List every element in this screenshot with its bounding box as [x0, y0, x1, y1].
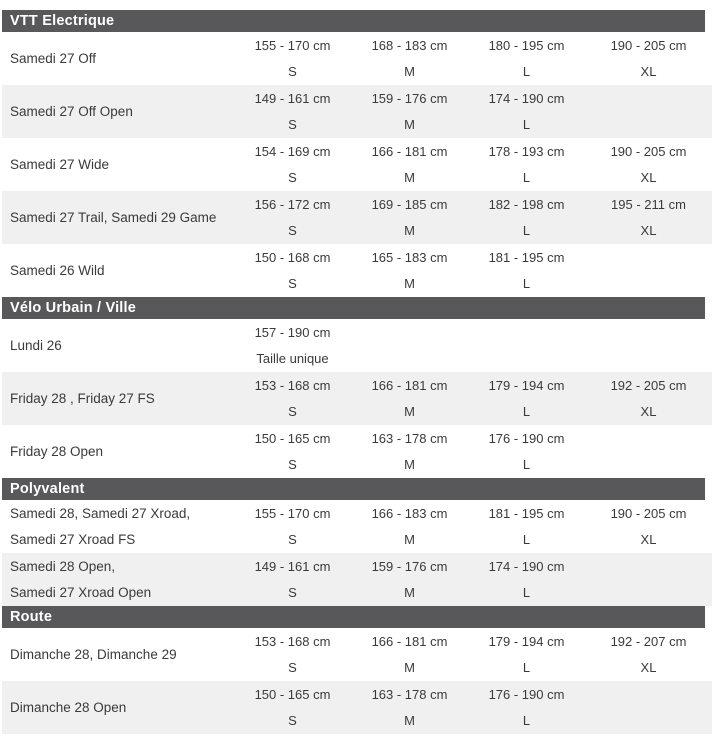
size-cell [351, 85, 468, 138]
size-label: L [522, 276, 531, 292]
size-cell [468, 191, 585, 244]
table-row [2, 85, 712, 138]
size-label: S [288, 117, 297, 133]
height-range: 190 - 205 cm [610, 143, 687, 159]
empty-cell-line [351, 319, 468, 346]
size-cell [468, 500, 585, 553]
height-range: 169 - 185 cm [371, 196, 448, 212]
size-cell [468, 372, 585, 425]
height-range: 150 - 165 cm [254, 686, 331, 702]
size-chart-section [2, 478, 716, 606]
section-rows [2, 500, 712, 606]
size-label: M [404, 457, 415, 473]
model-name: Lundi 26 [10, 337, 62, 353]
size-cell [585, 32, 712, 85]
size-label: S [288, 64, 297, 80]
size-label: S [288, 713, 297, 729]
height-range: 155 - 170 cm [254, 37, 331, 53]
size-label: M [404, 223, 415, 239]
size-label: L [522, 532, 531, 548]
size-cell [351, 372, 468, 425]
empty-cell-line [351, 346, 468, 373]
size-cell [351, 244, 468, 297]
height-range: 181 - 195 cm [488, 249, 565, 265]
height-range: 166 - 181 cm [371, 377, 448, 393]
height-range: 179 - 194 cm [488, 377, 565, 393]
size-cell [351, 628, 468, 681]
size-cell [585, 372, 712, 425]
model-name: Dimanche 28, Dimanche 29 [10, 646, 177, 662]
table-row [2, 681, 712, 734]
size-cell [234, 500, 351, 553]
size-cell [468, 244, 585, 297]
section-header [2, 297, 705, 319]
size-cell [351, 425, 468, 478]
table-row [2, 191, 712, 244]
empty-cell-line [468, 346, 585, 373]
section-title: VTT Electrique [10, 13, 115, 29]
model-name: Samedi 28, Samedi 27 Xroad, [10, 505, 191, 521]
model-name: Samedi 27 Off Open [10, 103, 133, 119]
height-range: 157 - 190 cm [254, 324, 331, 340]
size-label: S [288, 585, 297, 601]
size-cell [585, 553, 712, 606]
size-label: XL [640, 64, 657, 80]
size-cell [468, 138, 585, 191]
model-name-cell [2, 244, 234, 297]
empty-cell-line [468, 319, 585, 346]
height-range: 182 - 198 cm [488, 196, 565, 212]
height-range: 192 - 205 cm [610, 377, 687, 393]
height-range: 154 - 169 cm [254, 143, 331, 159]
model-name-cell [2, 500, 234, 553]
size-label: S [288, 223, 297, 239]
empty-cell-line [585, 425, 712, 452]
height-range: 153 - 168 cm [254, 377, 331, 393]
height-range: 181 - 195 cm [488, 505, 565, 521]
height-range: 176 - 190 cm [488, 430, 565, 446]
size-label: S [288, 404, 297, 420]
size-label: S [288, 660, 297, 676]
empty-cell-line [585, 319, 712, 346]
size-cell [585, 85, 712, 138]
size-cell [234, 244, 351, 297]
size-label: S [288, 532, 297, 548]
size-cell [234, 191, 351, 244]
size-label: M [404, 532, 415, 548]
section-title: Vélo Urbain / Ville [10, 300, 137, 316]
section-header [2, 606, 705, 628]
size-cell [351, 681, 468, 734]
size-label: L [522, 585, 531, 601]
model-name-cell [2, 138, 234, 191]
size-label: XL [640, 170, 657, 186]
table-row [2, 425, 712, 478]
section-title: Route [10, 609, 53, 625]
size-cell [351, 32, 468, 85]
model-name-cell [2, 553, 234, 606]
size-cell [351, 191, 468, 244]
height-range: 174 - 190 cm [488, 558, 565, 574]
model-name: Samedi 26 Wild [10, 262, 105, 278]
empty-cell-line [585, 708, 712, 735]
size-label: M [404, 660, 415, 676]
height-range: 176 - 190 cm [488, 686, 565, 702]
empty-cell-line [585, 346, 712, 373]
height-range: 163 - 178 cm [371, 430, 448, 446]
size-cell [234, 138, 351, 191]
table-row [2, 32, 712, 85]
size-label: L [522, 64, 531, 80]
empty-cell-line [585, 553, 712, 580]
section-header [2, 10, 705, 32]
size-cell [585, 138, 712, 191]
empty-cell-line [585, 244, 712, 271]
table-row [2, 553, 712, 606]
model-name-cell [2, 319, 234, 372]
size-cell [585, 681, 712, 734]
height-range: 192 - 207 cm [610, 633, 687, 649]
size-cell [351, 500, 468, 553]
size-cell [468, 553, 585, 606]
height-range: 149 - 161 cm [254, 90, 331, 106]
height-range: 150 - 168 cm [254, 249, 331, 265]
size-cell [468, 628, 585, 681]
size-label: M [404, 117, 415, 133]
size-label: L [522, 223, 531, 239]
table-row [2, 500, 712, 553]
section-rows [2, 319, 712, 478]
size-cell [234, 681, 351, 734]
size-cell [468, 85, 585, 138]
size-cell [234, 372, 351, 425]
model-name-cell [2, 681, 234, 734]
size-cell [468, 681, 585, 734]
size-cell [468, 32, 585, 85]
empty-cell-line [585, 452, 712, 479]
empty-cell-line [585, 85, 712, 112]
height-range: 150 - 165 cm [254, 430, 331, 446]
height-range: 190 - 205 cm [610, 37, 687, 53]
size-cell [468, 425, 585, 478]
empty-cell-line [585, 112, 712, 139]
size-chart-section [2, 10, 716, 297]
empty-cell-line [585, 271, 712, 298]
size-cell [468, 319, 585, 372]
size-label: XL [640, 532, 657, 548]
model-name-cell [2, 628, 234, 681]
height-range: 153 - 168 cm [254, 633, 331, 649]
height-range: 190 - 205 cm [610, 505, 687, 521]
model-name: Dimanche 28 Open [10, 699, 127, 715]
model-name: Friday 28 , Friday 27 FS [10, 390, 155, 406]
size-label: XL [640, 404, 657, 420]
size-cell [234, 319, 351, 372]
height-range: 163 - 178 cm [371, 686, 448, 702]
model-name: Samedi 27 Xroad Open [10, 584, 152, 600]
section-rows [2, 32, 712, 297]
table-row [2, 372, 712, 425]
empty-cell-line [585, 580, 712, 607]
model-name-cell [2, 32, 234, 85]
model-name: Samedi 27 Off [10, 50, 97, 66]
size-cell [351, 319, 468, 372]
size-cell [351, 138, 468, 191]
height-range: 168 - 183 cm [371, 37, 448, 53]
size-label: L [522, 660, 531, 676]
size-label: S [288, 457, 297, 473]
size-label: XL [640, 223, 657, 239]
size-label: M [404, 170, 415, 186]
size-label: L [522, 457, 531, 473]
model-name: Samedi 27 Wide [10, 156, 110, 172]
size-label: L [522, 117, 531, 133]
height-range: 174 - 190 cm [488, 90, 565, 106]
height-range: 155 - 170 cm [254, 505, 331, 521]
empty-cell-line [585, 681, 712, 708]
height-range: 178 - 193 cm [488, 143, 565, 159]
model-name: Samedi 27 Trail, Samedi 29 Game [10, 209, 217, 225]
table-row [2, 628, 712, 681]
height-range: 159 - 176 cm [371, 558, 448, 574]
size-label: XL [640, 660, 657, 676]
model-name: Samedi 27 Xroad FS [10, 531, 136, 547]
model-name: Samedi 28 Open, [10, 558, 116, 574]
height-range: 180 - 195 cm [488, 37, 565, 53]
section-header [2, 478, 705, 500]
height-range: 149 - 161 cm [254, 558, 331, 574]
height-range: 166 - 181 cm [371, 143, 448, 159]
model-name-cell [2, 372, 234, 425]
size-cell [585, 628, 712, 681]
size-cell [585, 191, 712, 244]
height-range: 156 - 172 cm [254, 196, 331, 212]
size-cell [585, 244, 712, 297]
size-label: M [404, 276, 415, 292]
model-name-cell [2, 191, 234, 244]
height-range: 165 - 183 cm [371, 249, 448, 265]
size-cell [234, 628, 351, 681]
size-label: L [522, 170, 531, 186]
height-range: 166 - 181 cm [371, 633, 448, 649]
size-label: Taille unique [256, 351, 329, 367]
size-cell [585, 425, 712, 478]
size-label: M [404, 713, 415, 729]
size-label: M [404, 404, 415, 420]
size-label: S [288, 276, 297, 292]
size-label: M [404, 64, 415, 80]
height-range: 166 - 183 cm [371, 505, 448, 521]
size-cell [234, 85, 351, 138]
size-chart-section [2, 297, 716, 478]
size-label: S [288, 170, 297, 186]
height-range: 159 - 176 cm [371, 90, 448, 106]
size-cell [351, 553, 468, 606]
size-cell [585, 500, 712, 553]
size-label: M [404, 585, 415, 601]
size-cell [234, 553, 351, 606]
height-range: 179 - 194 cm [488, 633, 565, 649]
size-chart-section [2, 606, 716, 734]
section-rows [2, 628, 712, 734]
size-label: L [522, 404, 531, 420]
size-cell [585, 319, 712, 372]
size-chart-table [2, 10, 716, 734]
table-row [2, 319, 712, 372]
table-row [2, 138, 712, 191]
model-name-cell [2, 425, 234, 478]
height-range: 195 - 211 cm [611, 196, 686, 212]
model-name-cell [2, 85, 234, 138]
section-title: Polyvalent [10, 481, 85, 497]
size-cell [234, 425, 351, 478]
table-row [2, 244, 712, 297]
size-label: L [522, 713, 531, 729]
model-name: Friday 28 Open [10, 443, 104, 459]
size-cell [234, 32, 351, 85]
